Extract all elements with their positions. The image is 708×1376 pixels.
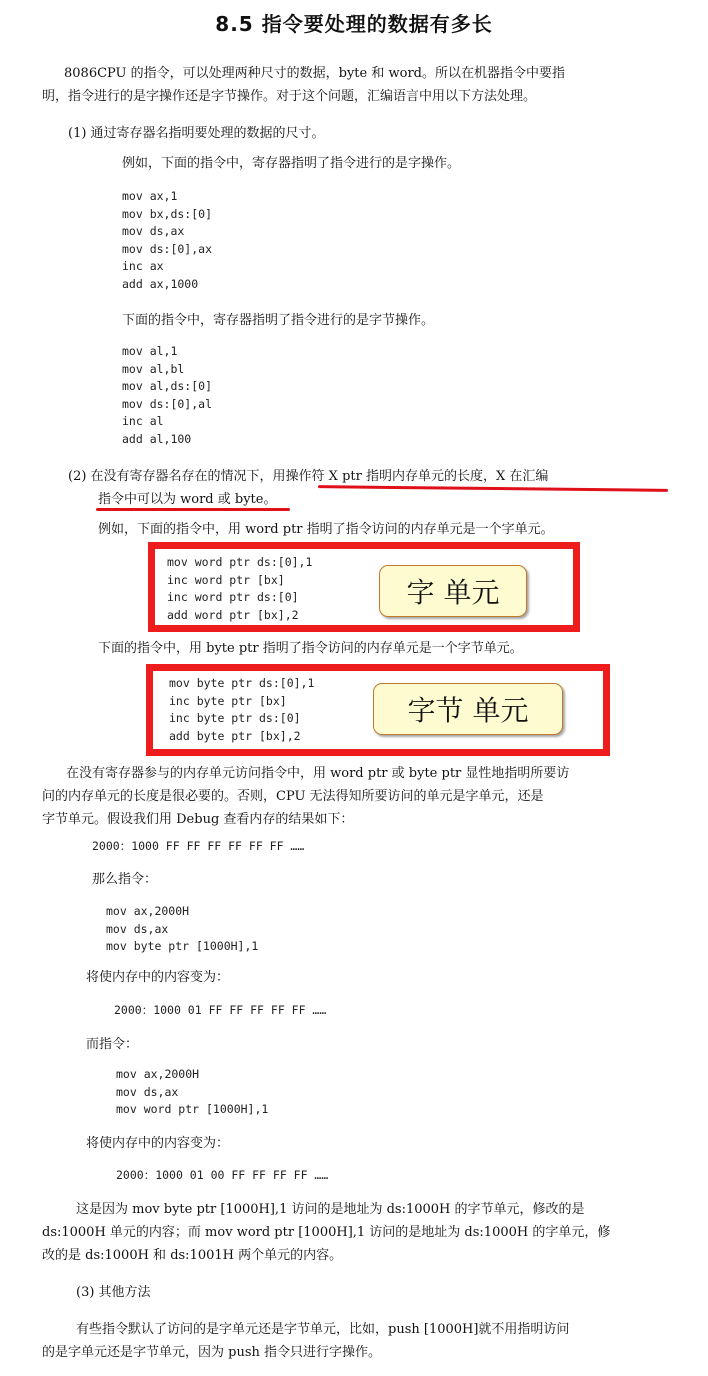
code-line: mov word ptr ds:[0],1 [167,555,313,569]
code-line: inc al [122,414,164,428]
section-2-byte-example: 下面的指令中，用 byte ptr 指明了指令访问的内存单元是一个字节单元。 [98,641,523,656]
code-block-register-word [122,188,212,293]
code-line: mov ax,1 [122,189,178,203]
section-2-word-example: 例如，下面的指令中，用 word ptr 指明了指令访问的内存单元是一个字单元。 [98,522,554,537]
memory-dump-initial: 2000：1000 FF FF FF FF FF FF …… [92,839,305,853]
code-line: mov ds,ax [116,1084,179,1099]
code-line: mov word ptr [1000H],1 [116,1102,269,1116]
code-line: inc word ptr ds:[0] [167,590,299,604]
code-block-byte-example [106,903,258,956]
code-line: mov al,bl [122,361,185,376]
note-callout-word-unit: 字 单元 [379,565,527,617]
section-2-line-1: (2) 在没有寄存器名存在的情况下，用操作符 X ptr 指明内存单元的长度，X 在汇编 [68,469,549,484]
code-block-word-ptr [167,554,312,624]
section-3-line-2: 的是字单元还是字节单元，因为 push 指令只进行字操作。 [42,1345,382,1360]
red-underline-annotation [96,508,290,511]
page-title: 8.5 指令要处理的数据有多长 [215,12,493,36]
code-line: mov ax,2000H [116,1067,200,1081]
code-line: mov ds,ax [122,224,185,238]
code-line: inc ax [122,259,164,273]
code-line: add al,100 [122,431,192,446]
intro-line-2: 明，指令进行的是字操作还是字节操作。对于这个问题，汇编语言中用以下方法处理。 [42,89,537,104]
code-line: mov byte ptr ds:[0],1 [169,676,315,690]
code-line: add word ptr [bx],2 [167,607,299,622]
code-block-register-byte [122,343,212,448]
code-line: mov al,1 [122,344,178,358]
note-callout-byte-unit: 字节 单元 [373,683,563,735]
section-1-byte-example: 下面的指令中，寄存器指明了指令进行的是字节操作。 [122,313,435,328]
section-1-heading: (1) 通过寄存器名指明要处理的数据的尺寸。 [68,126,325,141]
code-line: add byte ptr [bx],2 [169,728,301,743]
and-instructions-label: 而指令： [86,1037,139,1052]
code-line: mov ax,2000H [106,904,190,918]
explanation-line-3: 改的是 ds:1000H 和 ds:1001H 两个单元的内容。 [42,1248,343,1263]
section-2-line-2: 指令中可以为 word 或 byte。 [98,492,277,507]
then-instructions-label: 那么指令： [92,872,158,887]
code-line: inc byte ptr ds:[0] [169,711,301,725]
code-line: inc byte ptr [bx] [169,693,287,708]
memory-dump-after-word: 2000：1000 01 00 FF FF FF FF …… [116,1168,329,1182]
red-underline-annotation [318,485,668,492]
code-line: mov al,ds:[0] [122,379,213,393]
section-3-line-1: 有些指令默认了访问的是字单元还是字节单元，比如，push [1000H]就不用指明访问 [76,1322,570,1337]
code-line: add ax,1000 [122,276,199,291]
result-label-2: 将使内存中的内容变为： [86,1136,230,1151]
paragraph-line-2: 问的内存单元的长度是很必要的。否则，CPU 无法得知所要访问的单元是字单元，还是 [42,789,544,804]
paragraph-line-3: 字节单元。假设我们用 Debug 查看内存的结果如下： [42,812,354,827]
paragraph-line-1: 在没有寄存器参与的内存单元访问指令中，用 word ptr 或 byte ptr 显性地指明所要访 [66,766,570,781]
code-line: inc word ptr [bx] [167,572,285,587]
explanation-line-1: 这是因为 mov byte ptr [1000H],1 访问的是地址为 ds:1000H 的字节单元，修改的是 [76,1202,585,1217]
section-3-heading: (3) 其他方法 [76,1285,151,1300]
explanation-line-2: ds:1000H 单元的内容；而 mov word ptr [1000H],1 访问的是地址为 ds:1000H 的字单元，修 [42,1225,611,1240]
code-block-word-example [116,1066,268,1119]
section-1-word-example: 例如，下面的指令中，寄存器指明了指令进行的是字操作。 [122,156,461,171]
code-line: mov byte ptr [1000H],1 [106,939,259,953]
code-line: mov ds,ax [106,921,169,936]
result-label-1: 将使内存中的内容变为： [86,970,230,985]
code-line: mov ds:[0],al [122,396,213,411]
code-line: mov ds:[0],ax [122,241,213,256]
code-block-byte-ptr [169,675,314,745]
code-line: mov bx,ds:[0] [122,206,213,221]
intro-line-1: 8086CPU 的指令，可以处理两种尺寸的数据，byte 和 word。所以在机器指令中要指 [64,66,565,81]
memory-dump-after-byte: 2000：1000 01 FF FF FF FF FF …… [114,1003,327,1017]
